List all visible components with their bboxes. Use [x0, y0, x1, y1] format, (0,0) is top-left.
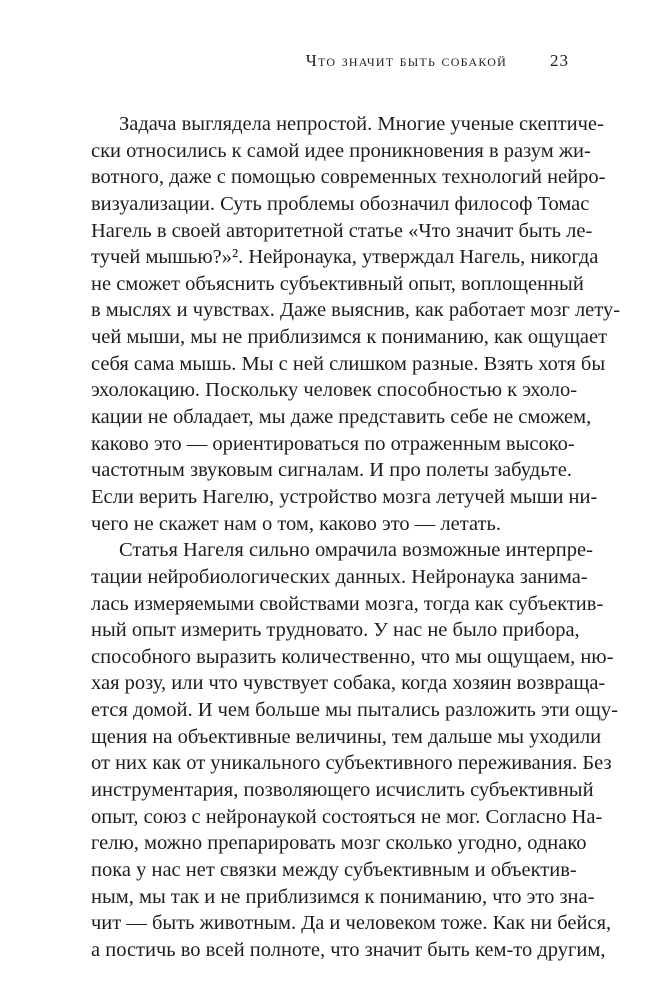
paragraph-first-line: Статья Нагеля сильно омрачила возможные интерпре-: [119, 539, 593, 562]
text-line: частотным звуковым сигналам. И про полеты забудьте.: [91, 459, 572, 482]
text-line: гелю, можно препарировать мозг сколько угодно, однако: [91, 832, 587, 855]
text-line: чего не скажет нам о том, каково это — летать.: [91, 512, 501, 535]
text-line: визуализации. Суть проблемы обозначил философ Томас: [91, 192, 590, 215]
text-line: чит — быть животным. Да и человеком тоже. Как ни бейся,: [91, 912, 612, 935]
text-line: ный опыт измерить трудновато. У нас не было прибора,: [91, 619, 580, 642]
text-line: ется домой. И чем больше мы пытались разложить эти ощу-: [91, 699, 618, 722]
text-line: вотного, даже с помощью современных технологий нейро-: [91, 166, 606, 189]
text-line: не сможет объяснить субъективный опыт, воплощенный: [91, 272, 584, 295]
text-line: щения на объективные величины, тем дальше мы уходили: [91, 725, 602, 748]
text-line: лась измеряемыми свойствами мозга, тогда как субъектив-: [91, 592, 604, 615]
text-line: инструментария, позволяющего исчислить субъективный: [91, 779, 594, 802]
text-line: а постичь во всей полноте, что значит быть кем-то другим,: [91, 938, 606, 961]
text-line: чей мыши, мы не приблизимся к пониманию, как ощущает: [91, 326, 608, 349]
paragraph-first-line: Задача выглядела непростой. Многие ученые скептиче-: [119, 113, 604, 135]
text-line: тации нейробиологических данных. Нейронаука занима-: [91, 565, 588, 588]
text-line: кации не обладает, мы даже представить себе не сможем,: [91, 406, 592, 429]
text-line: способного выразить количественно, что мы ощущаем, ню-: [91, 645, 614, 668]
text-line: себя сама мышь. Мы с ней слишком разные. Взять хотя бы: [91, 352, 606, 375]
running-head-title: Что значит быть собакой: [305, 51, 507, 70]
page-number: 23: [550, 51, 569, 70]
body-text: [91, 111, 621, 964]
text-line: пока у нас нет связки между субъективным и объектив-: [91, 858, 577, 881]
text-line: Если верить Нагелю, устройство мозга летучей мыши ни-: [91, 485, 598, 508]
text-line: ски относились к самой идее проникновения в разум жи-: [91, 139, 591, 162]
text-line: эхолокацию. Поскольку человек способностью к эхоло-: [91, 379, 578, 402]
text-line: в мыслях и чувствах. Даже выяснив, как работает мозг лету-: [91, 299, 621, 322]
text-line: каково это — ориентироваться по отраженным высоко-: [91, 432, 575, 455]
text-line: хая розу, или что чувствует собака, когда хозяин возвраща-: [91, 672, 606, 695]
text-line: ным, мы так и не приблизимся к пониманию, что это зна-: [91, 885, 595, 908]
text-line: опыт, союз с нейронаукой состояться не мог. Согласно На-: [91, 805, 603, 828]
running-header: [100, 51, 569, 79]
text-line: от них как от уникального субъективного переживания. Без: [91, 752, 612, 775]
text-line: Нагель в своей авторитетной статье «Что значит быть ле-: [91, 219, 593, 242]
text-line: тучей мышью?»². Нейронаука, утверждал Нагель, никогда: [91, 246, 599, 269]
